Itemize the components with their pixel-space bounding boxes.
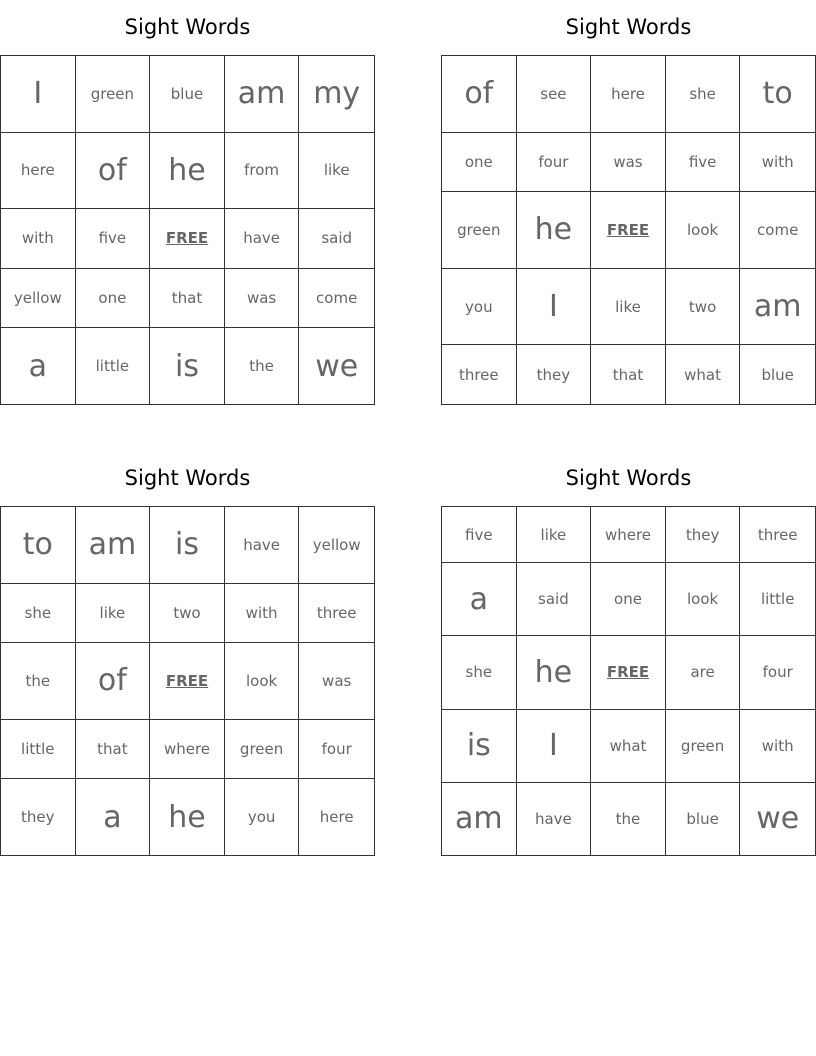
word-cell: one (442, 133, 517, 193)
word-cell: of (76, 643, 151, 720)
word-cell: he (517, 636, 592, 709)
word-cell: that (76, 720, 151, 780)
word-cell: is (150, 507, 225, 584)
free-space-cell: FREE (150, 643, 225, 720)
word-cell: four (517, 133, 592, 193)
word-cell: of (76, 133, 151, 210)
word-cell: you (225, 779, 300, 855)
word-cell: here (319, 808, 354, 827)
bingo-grid (441, 55, 816, 405)
word-cell: was (225, 269, 300, 329)
word-cell: blue (150, 56, 225, 133)
word-cell: am (442, 783, 517, 855)
word-cell: three (442, 345, 517, 404)
free-space-cell: FREE (591, 636, 666, 709)
word-cell: where (150, 720, 225, 780)
word-cell: they (517, 345, 592, 404)
word-cell: a (1, 328, 76, 404)
word-cell: she (666, 56, 741, 133)
card-title: Sight Words (124, 15, 251, 39)
word-cell: he (150, 133, 225, 210)
word-cell: come (299, 269, 374, 329)
word-cell: my (299, 56, 374, 133)
word-cell: like (517, 507, 592, 563)
card-title: Sight Words (565, 15, 692, 39)
word-cell: a (442, 563, 517, 636)
word-cell: yellow (299, 507, 374, 584)
word-cell: am (76, 507, 151, 584)
word-cell: are (666, 636, 741, 709)
word-cell: five (442, 507, 517, 563)
word-cell: with (1, 209, 76, 269)
word-cell: they (1, 779, 76, 855)
word-cell: two (150, 584, 225, 644)
word-cell: come (740, 192, 815, 269)
word-cell: blue (666, 783, 741, 855)
word-cell: am (740, 269, 815, 346)
word-cell: is (442, 710, 517, 783)
word-cell: have (225, 209, 300, 269)
word-cell: said (299, 209, 374, 269)
word-cell: five (666, 133, 741, 193)
word-cell: have (225, 507, 300, 584)
word-cell: where (591, 507, 666, 563)
word-cell: was (299, 643, 374, 720)
word-cell: I (517, 269, 592, 346)
word-cell: am (225, 56, 300, 133)
word-cell: here (1, 133, 76, 210)
bingo-grid (0, 55, 375, 405)
word-cell: four (740, 636, 815, 709)
word-cell: he (517, 192, 592, 269)
word-cell: one (76, 269, 151, 329)
word-cell: they (666, 507, 741, 563)
word-cell: to (1, 507, 76, 584)
word-cell: little (740, 563, 815, 636)
word-cell: that (150, 269, 225, 329)
word-cell: look (666, 563, 741, 636)
word-cell: look (225, 643, 300, 720)
word-cell: three (740, 507, 815, 563)
word-cell: we (315, 348, 359, 384)
word-cell: the (1, 643, 76, 720)
word-cell: like (299, 133, 374, 210)
free-space-cell: FREE (591, 192, 666, 269)
word-cell: I (1, 56, 76, 133)
word-cell: little (1, 720, 76, 780)
word-cell: that (591, 345, 666, 404)
word-cell: is (150, 328, 225, 404)
word-cell: with (740, 710, 815, 783)
word-cell: look (666, 192, 741, 269)
word-cell: with (225, 584, 300, 644)
word-cell: what (666, 345, 741, 404)
word-cell: green (76, 56, 151, 133)
word-cell: from (225, 133, 300, 210)
word-cell: was (591, 133, 666, 193)
word-cell: four (299, 720, 374, 780)
bingo-grid (441, 506, 816, 856)
word-cell: we (756, 801, 800, 837)
word-cell: a (76, 779, 151, 855)
word-cell: have (517, 783, 592, 855)
word-cell: see (517, 56, 592, 133)
word-cell: like (591, 269, 666, 346)
bingo-card-3 (0, 451, 375, 856)
word-cell: she (1, 584, 76, 644)
word-cell: blue (761, 365, 794, 384)
bingo-grid (0, 506, 375, 856)
word-cell: little (76, 328, 151, 404)
word-cell: five (76, 209, 151, 269)
word-cell: she (442, 636, 517, 709)
word-cell: the (591, 783, 666, 855)
word-cell: green (442, 192, 517, 269)
free-space-cell: FREE (150, 209, 225, 269)
word-cell: you (442, 269, 517, 346)
word-cell: two (666, 269, 741, 346)
card-title: Sight Words (565, 466, 692, 490)
word-cell: with (740, 133, 815, 193)
word-cell: I (517, 710, 592, 783)
word-cell: he (150, 779, 225, 855)
word-cell: three (299, 584, 374, 644)
word-cell: to (740, 56, 815, 133)
word-cell: like (76, 584, 151, 644)
word-cell: green (225, 720, 300, 780)
word-cell: what (591, 710, 666, 783)
word-cell: yellow (1, 269, 76, 329)
word-cell: said (517, 563, 592, 636)
word-cell: one (591, 563, 666, 636)
bingo-card-1 (0, 0, 375, 405)
word-cell: here (591, 56, 666, 133)
bingo-card-2 (441, 0, 816, 405)
word-cell: green (666, 710, 741, 783)
bingo-card-4 (441, 451, 816, 856)
word-cell: of (442, 56, 517, 133)
card-title: Sight Words (124, 466, 251, 490)
word-cell: the (225, 328, 300, 404)
